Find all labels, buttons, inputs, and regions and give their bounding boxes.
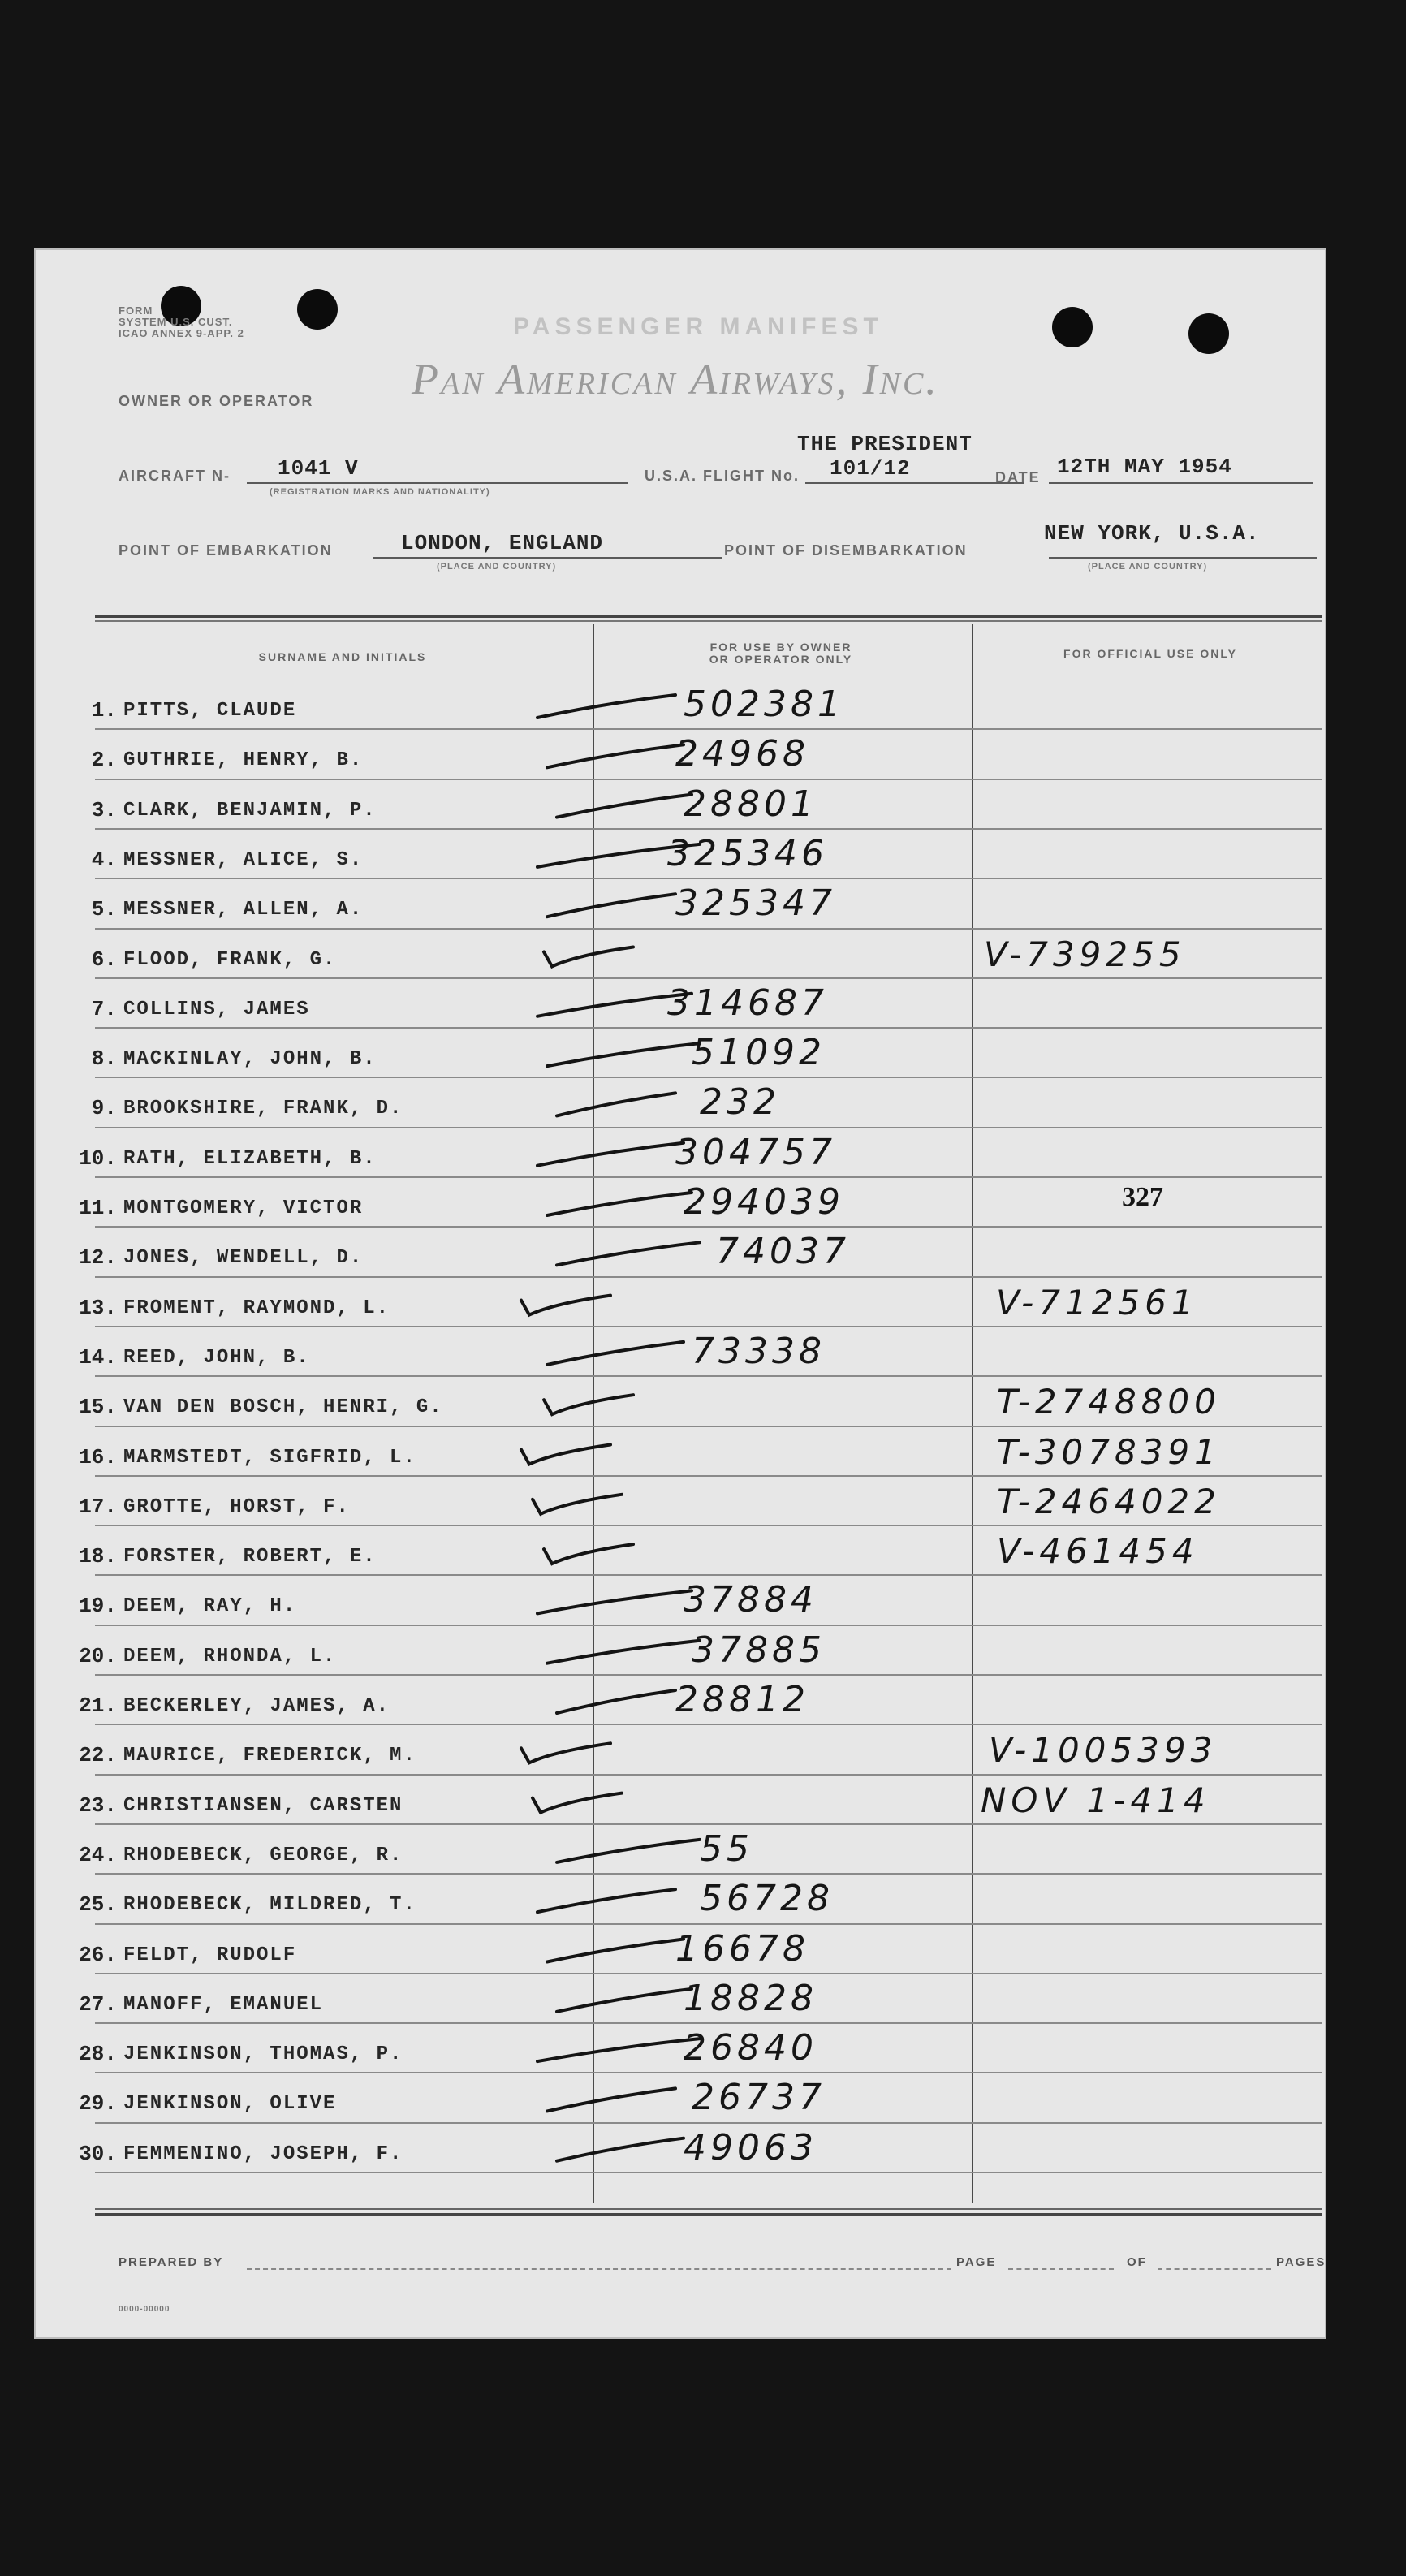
passenger-name: FELDT, RUDOLF [123,1944,297,1966]
passenger-number: 4. [91,847,117,872]
passenger-number: 18. [79,1544,117,1569]
passenger-number: 26. [79,1942,117,1967]
passenger-name: BECKERLEY, JAMES, A. [123,1695,390,1717]
disembark-label: POINT OF DISEMBARKATION [724,542,968,559]
check-mark [547,2088,675,2111]
owner-ticket-number: 18828 [684,1977,817,2019]
check-mark [557,1840,700,1862]
passenger-name: PITTS, CLAUDE [123,700,297,722]
passenger-name: RHODEBECK, GEORGE, R. [123,1844,403,1866]
owner-ticket-number: 55 [700,1827,753,1870]
check-mark [557,2138,684,2161]
official-visa-number: V-739255 [984,934,1186,974]
passenger-number: 10. [79,1146,117,1171]
check-mark [557,1242,700,1265]
passenger-name: MESSNER, ALICE, S. [123,848,364,871]
official-visa-number: V-712561 [996,1282,1198,1323]
passenger-number: 8. [91,1046,117,1072]
owner-ticket-number: 74037 [716,1231,850,1273]
column-header-official: FOR OFFICIAL USE ONLY [1063,647,1237,660]
check-mark [537,695,675,718]
owner-ticket-number: 304757 [675,1131,836,1173]
handwritten-check-marks [34,248,1326,2339]
pages-label: PAGES [1276,2255,1326,2269]
owner-ticket-number: 232 [700,1081,780,1124]
passenger-name: CHRISTIANSEN, CARSTEN [123,1794,403,1817]
embark-label: POINT OF EMBARKATION [119,542,333,559]
check-mark [521,1445,610,1465]
passenger-name: REED, JOHN, B. [123,1346,310,1369]
passenger-number: 11. [79,1196,117,1220]
check-mark [537,994,692,1016]
check-mark [521,1296,610,1315]
check-mark [533,1495,622,1514]
form-id-line: FORM [119,304,153,317]
check-mark [544,947,633,967]
passenger-name: JENKINSON, OLIVE [123,2093,337,2116]
passenger-number: 1. [91,698,117,723]
form-id-line: SYSTEM U.S. CUST. [119,316,233,328]
owner-ticket-number: 26737 [692,2077,826,2119]
check-mark [547,744,684,767]
owner-label: OWNER OR OPERATOR [119,393,314,409]
passenger-name: FEMMENINO, JOSEPH, F. [123,2142,403,2165]
passenger-number: 9. [91,1096,117,1121]
official-visa-number: V-461454 [997,1531,1199,1572]
passenger-name: CLARK, BENJAMIN, P. [123,799,377,822]
passenger-name: JONES, WENDELL, D. [123,1247,364,1270]
passenger-number: 19. [79,1594,117,1619]
passenger-name: MACKINLAY, JOHN, B. [123,1048,377,1071]
check-mark [533,1793,622,1813]
owner-ticket-number: 37885 [692,1629,826,1671]
date-label: DATE [995,469,1041,485]
check-mark [537,1143,684,1166]
passenger-number: 3. [91,797,117,822]
column-header-name: SURNAME AND INITIALS [258,650,427,663]
official-visa-number: NOV 1-414 [981,1780,1210,1820]
passenger-number: 12. [79,1245,117,1271]
owner-ticket-number: 325346 [667,832,828,874]
owner-ticket-number: 51092 [692,1032,826,1074]
check-mark [547,1342,684,1365]
owner-ticket-number: 24968 [675,733,809,775]
disembark-caption: (PLACE AND COUNTRY) [1088,562,1208,572]
passenger-number: 2. [91,748,117,773]
passenger-name: COLLINS, JAMES [123,998,310,1020]
check-mark [547,1940,684,1962]
passenger-number: 15. [79,1395,117,1420]
page-label: PAGE [956,2255,997,2269]
check-mark [537,1590,692,1613]
passenger-name: MARMSTEDT, SIGFRID, L. [123,1446,416,1469]
form-id-line: ICAO ANNEX 9-APP. 2 [119,327,244,339]
owner-ticket-number: 314687 [667,982,828,1024]
aircraft-value: 1041 V [278,456,359,481]
aircraft-label: AIRCRAFT N- [119,468,231,484]
passenger-number: 23. [79,1793,117,1818]
form-title: PASSENGER MANIFEST [513,313,883,340]
disembark-value: NEW YORK, U.S.A. [1044,521,1260,546]
form-code: 0000-00000 [119,2305,170,2314]
passenger-number: 30. [79,2141,117,2166]
owner-ticket-number: 73338 [692,1330,826,1372]
flight-value: 101/12 [830,456,911,481]
check-mark [547,1193,692,1215]
passenger-number: 27. [79,1991,117,2017]
owner-ticket-number: 37884 [684,1579,817,1621]
manifest-sheet [34,248,1326,2339]
passenger-name: BROOKSHIRE, FRANK, D. [123,1098,403,1120]
passenger-name: FLOOD, FRANK, G. [123,948,337,971]
of-label: OF [1127,2255,1147,2269]
check-mark [547,1043,700,1066]
passenger-number: 24. [79,1842,117,1867]
passenger-name: FORSTER, ROBERT, E. [123,1546,377,1568]
passenger-number: 28. [79,2042,117,2067]
check-mark [544,1544,633,1564]
passenger-number: 14. [79,1344,117,1370]
passenger-name: RATH, ELIZABETH, B. [123,1147,377,1170]
check-mark [537,2039,700,2061]
flight-label: U.S.A. FLIGHT No. [645,468,800,484]
check-mark [521,1743,610,1763]
passenger-number: 25. [79,1892,117,1918]
passenger-number: 6. [91,947,117,972]
passenger-name: GROTTE, HORST, F. [123,1495,350,1518]
check-mark [547,1641,700,1663]
date-value: 12TH MAY 1954 [1057,455,1232,479]
embark-value: LONDON, ENGLAND [401,531,604,555]
passenger-name: DEEM, RAY, H. [123,1595,297,1618]
check-mark [537,844,700,867]
owner-ticket-number: 28812 [675,1679,809,1720]
stamp-number: 327 [1122,1182,1163,1212]
passenger-name: VAN DEN BOSCH, HENRI, G. [123,1396,443,1419]
passenger-number: 17. [79,1494,117,1519]
owner-ticket-number: 28801 [684,783,817,825]
check-mark [544,1395,633,1414]
check-mark [537,1889,675,1912]
flight-name: THE PRESIDENT [797,432,973,456]
passenger-name: GUTHRIE, HENRY, B. [123,749,364,772]
check-mark [557,1093,675,1115]
official-visa-number: T-3078391 [997,1431,1221,1472]
passenger-number: 5. [91,897,117,922]
passenger-number: 20. [79,1643,117,1668]
check-mark [557,795,692,818]
owner-ticket-number: 16678 [675,1927,809,1970]
column-header-owner-line: OR OPERATOR ONLY [709,653,853,666]
passenger-name: MONTGOMERY, VICTOR [123,1197,364,1219]
passenger-number: 13. [79,1295,117,1320]
company-name: Pan American Airways, Inc. [412,355,939,403]
passenger-name: MESSNER, ALLEN, A. [123,899,364,921]
passenger-number: 29. [79,2091,117,2116]
owner-ticket-number: 26840 [684,2027,817,2069]
official-visa-number: V-1005393 [989,1730,1218,1771]
passenger-number: 16. [79,1444,117,1469]
passenger-name: DEEM, RHONDA, L. [123,1645,337,1668]
passenger-number: 22. [79,1743,117,1768]
owner-ticket-number: 56728 [700,1878,834,1920]
owner-ticket-number: 294039 [684,1181,844,1223]
owner-ticket-number: 49063 [684,2126,817,2168]
passenger-name: MAURICE, FREDERICK, M. [123,1745,416,1767]
check-mark [547,894,675,917]
check-mark [557,1989,692,2012]
owner-ticket-number: 502381 [684,684,844,725]
aircraft-caption: (REGISTRATION MARKS AND NATIONALITY) [270,487,490,497]
passenger-name: FROMENT, RAYMOND, L. [123,1297,390,1319]
passenger-name: MANOFF, EMANUEL [123,1993,324,2016]
official-visa-number: T-2464022 [997,1481,1221,1521]
owner-ticket-number: 325347 [675,882,836,925]
check-mark [557,1690,675,1713]
passenger-number: 7. [91,996,117,1021]
column-header-owner-line: FOR USE BY OWNER [709,641,852,654]
embark-caption: (PLACE AND COUNTRY) [437,562,557,572]
passenger-name: RHODEBECK, MILDRED, T. [123,1894,416,1917]
passenger-name: JENKINSON, THOMAS, P. [123,2043,403,2066]
official-visa-number: T-2748800 [997,1382,1221,1422]
passenger-number: 21. [79,1694,117,1718]
prepared-by-label: PREPARED BY [119,2255,224,2269]
